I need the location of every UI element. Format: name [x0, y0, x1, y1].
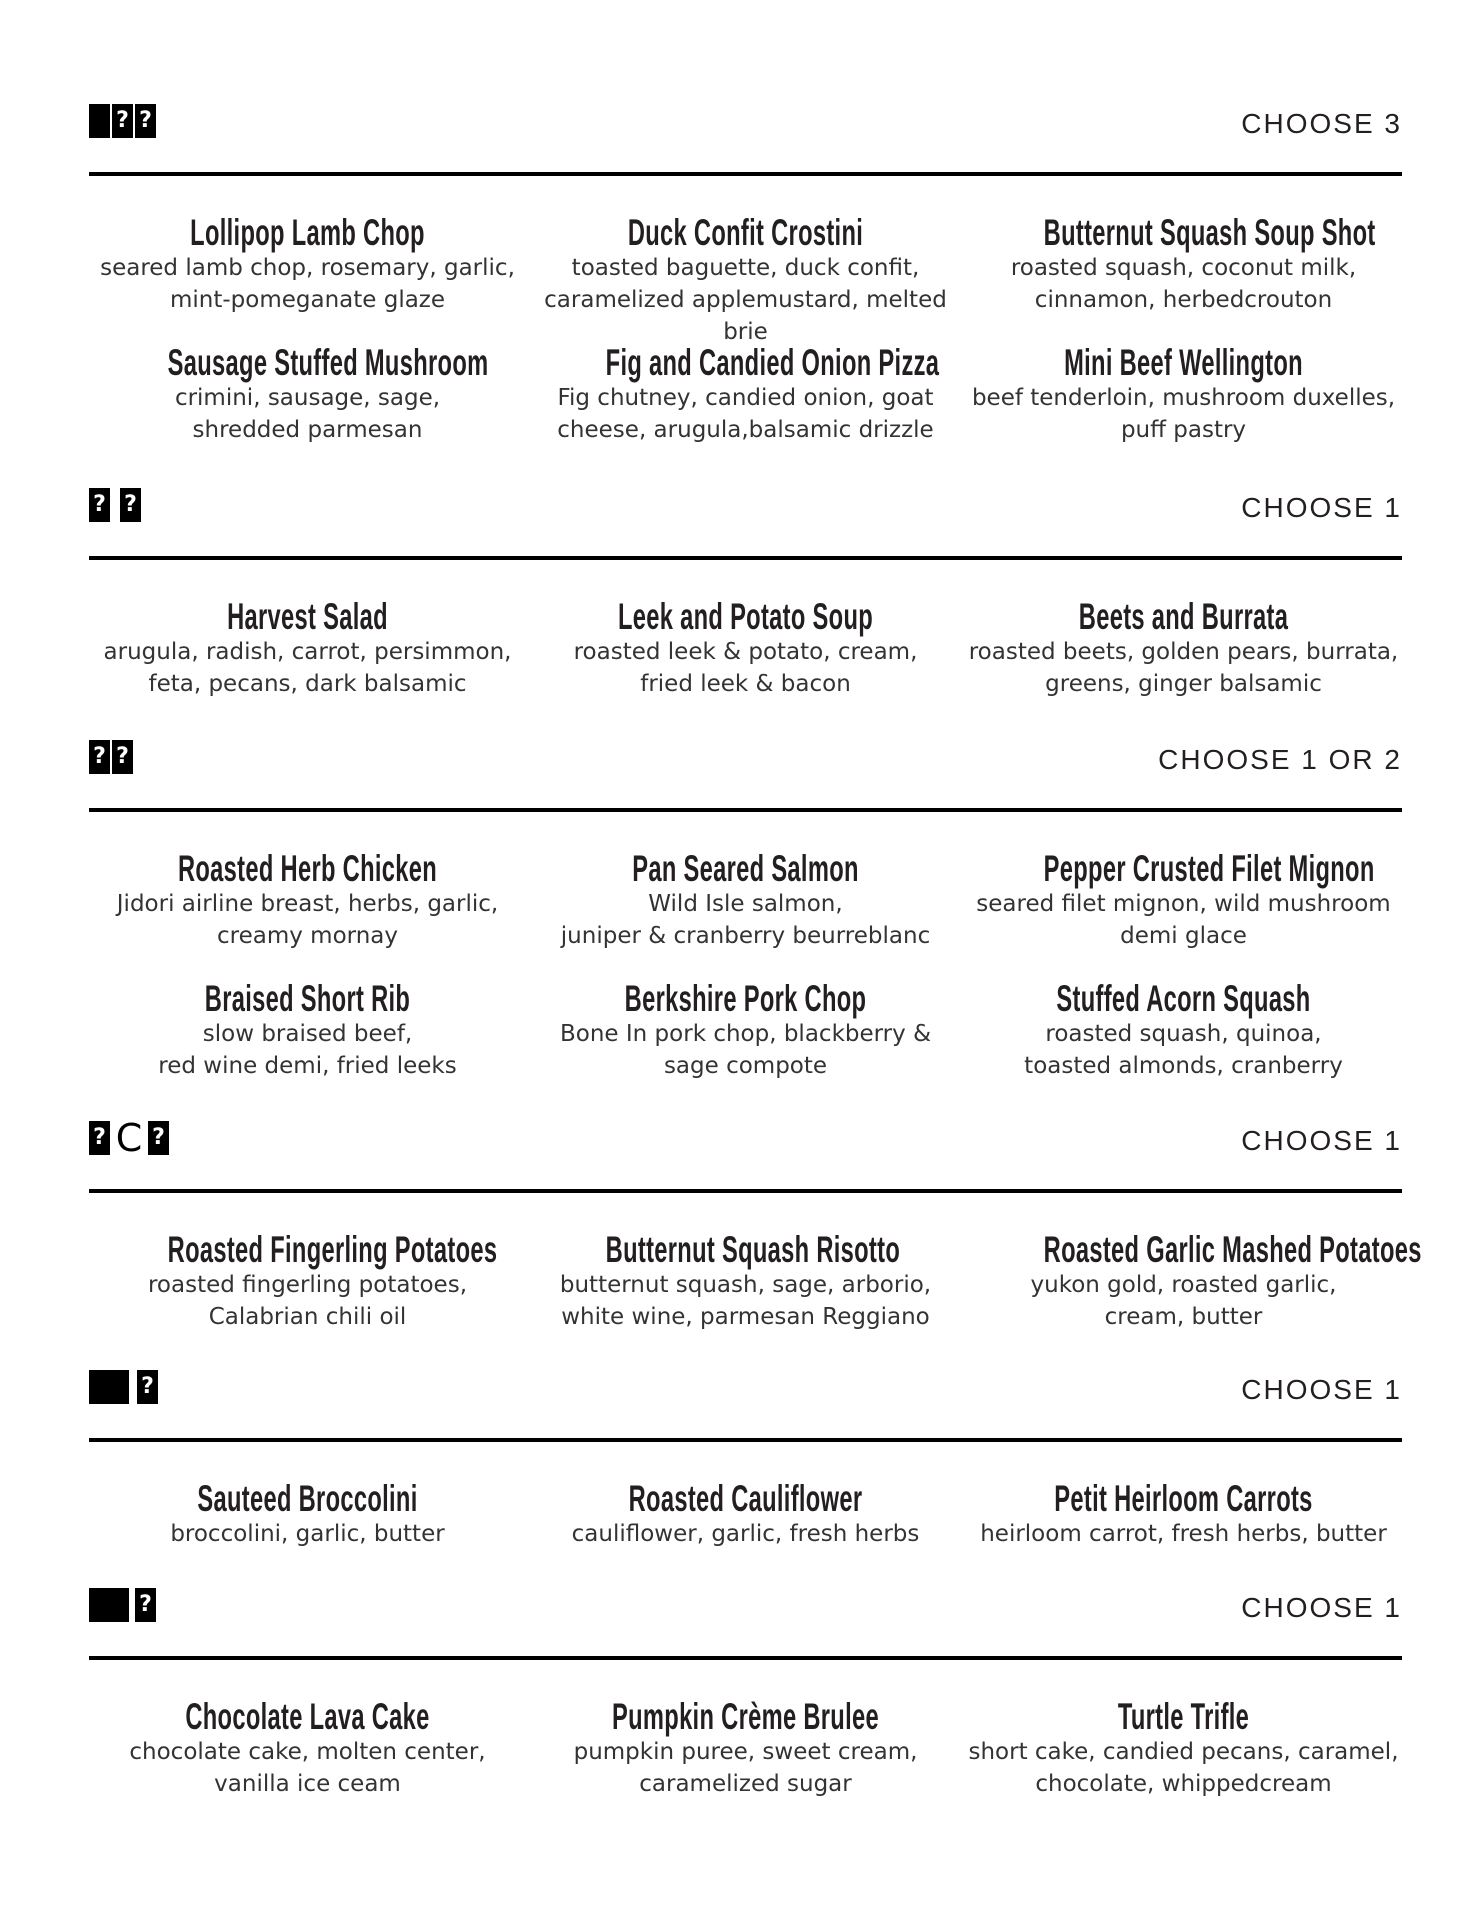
section-title-glyphs [89, 1588, 156, 1622]
dish-item [89, 848, 526, 952]
choose-count: CHOOSE 3 [1241, 108, 1402, 139]
dish-name: Pan Seared Salmon [632, 848, 859, 889]
dish-description: arugula, radish, carrot, persimmon, feta, pecans, dark balsamic [103, 639, 512, 697]
section-title-glyph: ? [89, 740, 110, 774]
dish-name: Pumpkin Crème Brulee [612, 1696, 879, 1737]
section-title-glyph: ? [137, 1370, 158, 1404]
dish-description: seared lamb chop, rosemary, garlic, mint-pomeganate glaze [100, 255, 515, 313]
section-header [89, 736, 1402, 796]
dish-name: Sauteed Broccolini [197, 1478, 418, 1519]
dish-description: toasted baguette, duck confit, caramelized applemustard, melted brie [544, 255, 947, 345]
dish-description: chocolate cake, molten center, vanilla ice ceam [129, 1739, 486, 1797]
choose-count: CHOOSE 1 [1241, 1374, 1402, 1405]
dish-item [89, 342, 526, 446]
section-title-glyph [89, 1370, 129, 1404]
dish-item [89, 1229, 526, 1333]
dish-name: Harvest Salad [227, 596, 388, 637]
dish-item [965, 596, 1402, 700]
section-title-glyphs [89, 1116, 169, 1160]
choose-count: CHOOSE 1 [1241, 1125, 1402, 1156]
dish-description: beef tenderloin, mushroom duxelles, puff pastry [971, 385, 1396, 443]
menu-section-3 [89, 736, 1402, 1116]
dish-description: yukon gold, roasted garlic, cream, butter [1030, 1272, 1337, 1330]
dish-description: roasted squash, coconut milk, cinnamon, herbedcrouton [1010, 255, 1357, 313]
section-title-glyph [89, 1588, 129, 1622]
dish-name: Pepper Crusted Filet Mignon [1043, 848, 1375, 889]
section-header [89, 1117, 1402, 1177]
dish-description: roasted fingerling potatoes, Calabrian chili oil [147, 1272, 468, 1330]
dish-name: Petit Heirloom Carrots [1054, 1478, 1313, 1519]
dish-name: Butternut Squash Risotto [605, 1229, 901, 1270]
dish-item [89, 1478, 526, 1550]
dish-name: Roasted Garlic Mashed Potatoes [1043, 1229, 1422, 1270]
dish-item [527, 1478, 964, 1550]
section-title-glyph: C [115, 1116, 143, 1160]
dish-item [527, 596, 964, 700]
dish-name: Roasted Herb Chicken [177, 848, 438, 889]
dish-item [527, 978, 964, 1082]
dish-name: Braised Short Rib [204, 978, 411, 1019]
dish-name: Beets and Burrata [1078, 596, 1289, 637]
section-title-glyph: ? [135, 1588, 156, 1622]
section-title-glyphs [89, 740, 133, 774]
dish-name: Chocolate Lava Cake [185, 1696, 430, 1737]
section-title-glyph: ? [112, 740, 133, 774]
menu-section-6 [89, 1584, 1402, 1834]
dish-item [89, 596, 526, 700]
section-header [89, 1584, 1402, 1644]
section-header [89, 484, 1402, 544]
choose-count: CHOOSE 1 [1241, 492, 1402, 523]
menu-section-2 [89, 484, 1402, 734]
choose-count: CHOOSE 1 OR 2 [1158, 744, 1402, 775]
dish-description: roasted beets, golden pears, burrata, greens, ginger balsamic [968, 639, 1399, 697]
dish-item [965, 848, 1402, 952]
dish-description: broccolini, garlic, butter [170, 1521, 445, 1547]
dish-item [89, 1696, 526, 1800]
dish-name: Roasted Fingerling Potatoes [167, 1229, 498, 1270]
section-header [89, 1366, 1402, 1426]
dish-description: Fig chutney, candied onion, goat cheese, arugula,balsamic drizzle [557, 385, 934, 443]
dish-item [965, 1478, 1402, 1550]
dish-name: Berkshire Pork Chop [624, 978, 867, 1019]
section-header [89, 100, 1402, 160]
section-divider [89, 1438, 1402, 1442]
dish-item [965, 1696, 1402, 1800]
menu-section-4 [89, 1116, 1422, 1367]
dish-description: pumpkin puree, sweet cream, caramelized sugar [573, 1739, 918, 1797]
dish-item [89, 978, 526, 1082]
menu-section-5 [89, 1366, 1402, 1586]
dish-name: Roasted Cauliflower [628, 1478, 863, 1519]
dish-item [965, 1229, 1422, 1333]
dish-item [89, 212, 526, 316]
dish-item [527, 1696, 964, 1800]
dish-name: Stuffed Acorn Squash [1056, 978, 1311, 1019]
dish-description: butternut squash, sage, arborio, white wine, parmesan Reggiano [559, 1272, 932, 1330]
section-divider [89, 1656, 1402, 1660]
dish-name: Butternut Squash Soup Shot [1043, 212, 1376, 253]
section-title-glyph: ? [112, 104, 133, 138]
section-divider [89, 556, 1402, 560]
dish-description: Jidori airline breast, herbs, garlic, creamy mornay [116, 891, 499, 949]
dish-description: heirloom carrot, fresh herbs, butter [980, 1521, 1387, 1547]
section-title-glyph: ? [89, 1121, 110, 1155]
dish-name: Fig and Candied Onion Pizza [605, 342, 940, 383]
menu-section-1 [89, 100, 1402, 480]
section-divider [89, 172, 1402, 176]
dish-description: seared filet mignon, wild mushroom demi glace [976, 891, 1391, 949]
dish-name: Mini Beef Wellington [1064, 342, 1303, 383]
section-title-glyphs [89, 104, 156, 138]
section-title-glyph [89, 104, 110, 138]
dish-description: Wild Isle salmon, juniper & cranberry beurreblanc [560, 891, 931, 949]
dish-description: slow braised beef, red wine demi, fried leeks [158, 1021, 457, 1079]
section-divider [89, 1189, 1402, 1193]
section-divider [89, 808, 1402, 812]
dish-name: Duck Confit Crostini [627, 212, 864, 253]
dish-name: Sausage Stuffed Mushroom [167, 342, 489, 383]
dish-item [527, 1229, 964, 1333]
section-title-glyphs [89, 1370, 158, 1404]
section-title-glyph: ? [89, 488, 110, 522]
section-title-glyph: ? [120, 488, 141, 522]
dish-name: Leek and Potato Soup [617, 596, 874, 637]
dish-description: roasted squash, quinoa, toasted almonds, cranberry [1024, 1021, 1343, 1079]
dish-description: crimini, sausage, sage, shredded parmesan [174, 385, 441, 443]
section-title-glyph: ? [148, 1121, 169, 1155]
dish-description: Bone In pork chop, blackberry & sage compote [560, 1021, 931, 1079]
dish-item [527, 848, 964, 952]
dish-name: Turtle Trifle [1117, 1696, 1250, 1737]
dish-description: short cake, candied pecans, caramel, chocolate, whippedcream [968, 1739, 1399, 1797]
dish-item [527, 342, 964, 446]
dish-description: cauliflower, garlic, fresh herbs [571, 1521, 920, 1547]
section-title-glyph: ? [135, 104, 156, 138]
dish-name: Lollipop Lamb Chop [190, 212, 425, 253]
dish-item [527, 212, 964, 348]
dish-item [965, 342, 1402, 446]
dish-description: roasted leek & potato, cream, fried leek & bacon [573, 639, 918, 697]
dish-item [965, 978, 1402, 1082]
choose-count: CHOOSE 1 [1241, 1592, 1402, 1623]
section-title-glyphs [89, 488, 141, 522]
dish-item [965, 212, 1402, 316]
